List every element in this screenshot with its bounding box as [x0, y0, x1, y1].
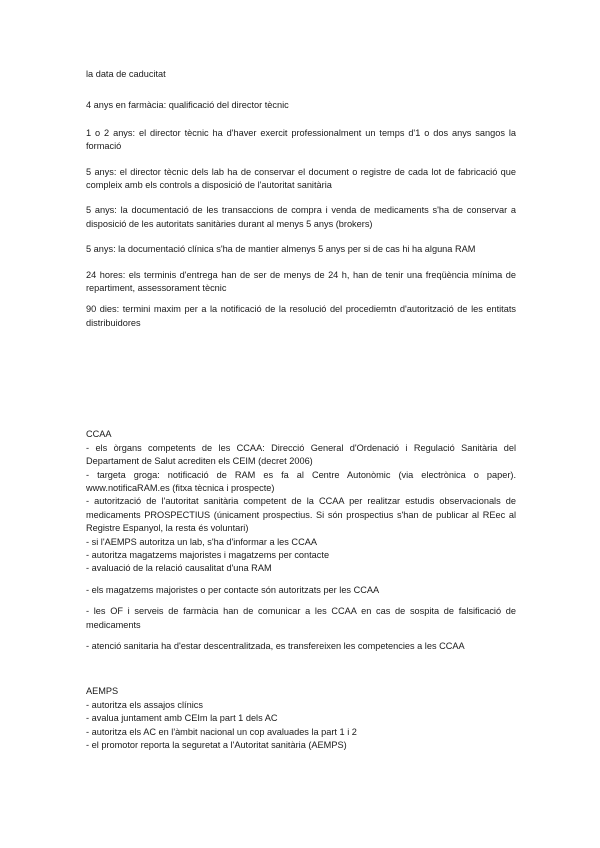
intro-paragraph: 5 anys: la documentació de les transaccions de compra i venda de medicaments s'ha de conservar a disposició de les autoritats sanitàries durant al menys 5 anys (brokers)	[86, 205, 516, 229]
list-item: - autorització de l'autoritat sanitària competent de la CCAA per realitzar estudis observacionals de medicaments PROSPECTIUS (únicament prospectius. Si són prospectius s'han de publicar al REec al Registre Espanyol, la resta és voluntari)	[86, 496, 516, 534]
ccaa-section	[86, 428, 516, 653]
ccaa-list	[86, 442, 516, 654]
list-item: - avalua juntament amb CEIm la part 1 dels AC	[86, 713, 278, 724]
aemps-section	[86, 685, 516, 752]
intro-paragraph: 90 dies: termini maxim per a la notificació de la resolució del procediemtn d'autorització de les entitats distribuidores	[86, 304, 516, 328]
list-item: - les OF i serveis de farmàcia han de comunicar a les CCAA en cas de sospita de falsificació de medicaments	[86, 606, 516, 630]
intro-paragraph: 4 anys en farmàcia: qualificació del director tècnic	[86, 100, 289, 111]
list-item: - avaluació de la relació causalitat d'una RAM	[86, 563, 272, 574]
list-item: - autoritza els assajos clínics	[86, 699, 203, 710]
list-item: - els òrgans competents de les CCAA: Direcció General d'Ordenació i Regulació Sanitària del Departament de Salut acrediten els CEIM (decret 2006)	[86, 442, 516, 467]
intro-paragraph: 1 o 2 anys: el director tècnic ha d'haver exercit professionalment un temps d'1 o dos anys sangos la formació	[86, 127, 516, 152]
list-item: - autoritza magatzems majoristes i magatzems per contacte	[86, 549, 330, 560]
list-item: - targeta groga: notificació de RAM es fa al Centre Autonòmic (via electrònica o paper). www.notificaRAM.es (fitxa tècnica i prospecte)	[86, 469, 516, 493]
list-item: - autoritza els AC en l'àmbit nacional un cop avaluades la part 1 i 2	[86, 726, 357, 737]
intro-paragraph: 5 anys: la documentació clínica s'ha de mantier almenys 5 anys per si de cas hi ha alguna RAM	[86, 244, 476, 255]
intro-first-line: la data de caducitat	[86, 69, 166, 79]
ccaa-title: CCAA	[86, 429, 112, 440]
list-item: - els magatzems majoristes o per contacte són autoritzats per les CCAA	[86, 584, 380, 595]
list-item: - si l'AEMPS autoritza un lab, s'ha d'informar a les CCAA	[86, 536, 317, 547]
aemps-list	[86, 699, 516, 753]
intro-paragraph: 5 anys: el director tècnic dels lab ha de conservar el document o registre de cada lot de fabricació que compleix amb els controls a disposició de l'autoritat sanitària	[86, 166, 516, 191]
list-item: - atenció sanitaria ha d'estar descentralitzada, es transfereixen les competencies a les CCAA	[86, 640, 465, 651]
aemps-title: AEMPS	[86, 686, 119, 697]
list-item: - el promotor reporta la seguretat a l'Autoritat sanitària (AEMPS)	[86, 740, 347, 750]
intro-paragraph: 24 hores: els terminis d'entrega han de ser de menys de 24 h, han de tenir una freqüència mínima de repartiment, assessorament tècnic	[86, 269, 516, 294]
document-page	[86, 68, 516, 752]
